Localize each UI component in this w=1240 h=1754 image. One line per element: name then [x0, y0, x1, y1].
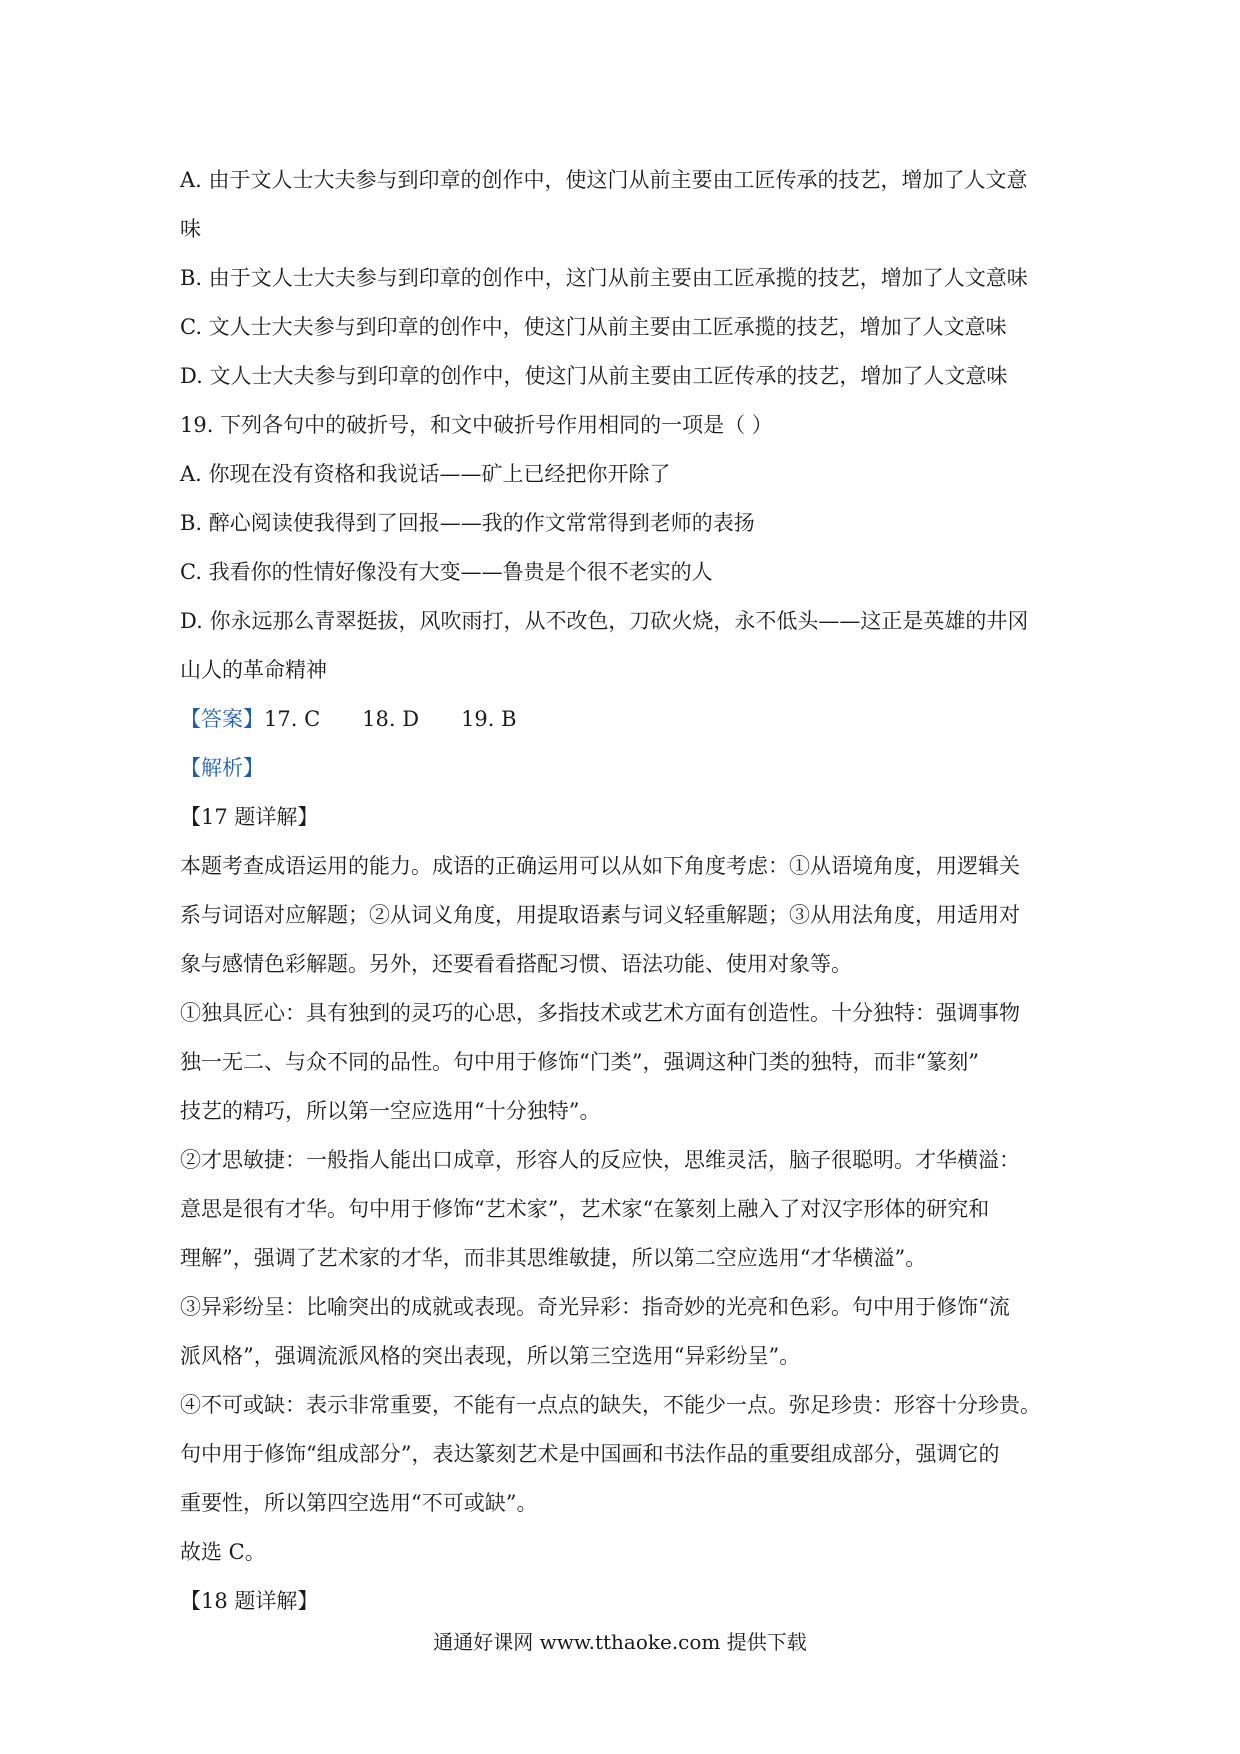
q19-option-d-cont: 山人的革命精神 [180, 658, 327, 682]
answer-row [180, 695, 1080, 744]
q17-detail-line: 句中用于修饰“组成部分”，表达篆刻艺术是中国画和书法作品的重要组成部分，强调它的 [180, 1442, 1000, 1466]
answer-label: 【答案】 [180, 707, 264, 731]
q18-option-d: D. 文人士大夫参与到印章的创作中，使这门从前主要由工匠传承的技艺，增加了人文意味 [180, 364, 1008, 388]
answer-item-19: 19. B [461, 707, 517, 731]
q19-option-d: D. 你永远那么青翠挺拔，风吹雨打，从不改色，刀砍火烧，永不低头——这正是英雄的井冈 [180, 609, 1029, 633]
q17-detail-line: 技艺的精巧，所以第一空应选用“十分独特”。 [180, 1099, 601, 1123]
q17-detail-line: 本题考查成语运用的能力。成语的正确运用可以从如下角度考虑：①从语境角度，用逻辑关 [180, 854, 1020, 878]
q17-conclusion: 故选 C。 [180, 1540, 266, 1564]
q19-option-b: B. 醉心阅读使我得到了回报——我的作文常常得到老师的表扬 [180, 511, 755, 535]
q19-stem: 19. 下列各句中的破折号，和文中破折号作用相同的一项是（ ） [180, 413, 773, 437]
q17-detail-line: ②才思敏捷：一般指人能出口成章，形容人的反应快，思维灵活，脑子很聪明。才华横溢： [180, 1148, 1020, 1172]
analysis-label: 【解析】 [180, 756, 264, 780]
q17-detail-heading: 【17 题详解】 [180, 805, 319, 829]
q17-detail-line: ④不可或缺：表示非常重要，不能有一点点的缺失，不能少一点。弥足珍贵：形容十分珍贵。 [180, 1393, 1041, 1417]
answer-item-18: 18. D [362, 707, 420, 731]
q18-option-a-cont: 味 [180, 217, 201, 241]
q17-detail-line: 派风格”，强调流派风格的突出表现，所以第三空选用“异彩纷呈”。 [180, 1344, 801, 1368]
q18-option-b: B. 由于文人士大夫参与到印章的创作中，这门从前主要由工匠承揽的技艺，增加了人文意味 [180, 266, 1028, 290]
q17-detail-line: 理解”，强调了艺术家的才华，而非其思维敏捷，所以第二空应选用“才华横溢”。 [180, 1246, 927, 1270]
page-content [180, 156, 1080, 1626]
page-footer: 通通好课网 www.tthaoke.com 提供下载 [433, 1630, 807, 1654]
q18-option-c: C. 文人士大夫参与到印章的创作中，使这门从前主要由工匠承揽的技艺，增加了人文意味 [180, 315, 1007, 339]
q17-detail-line: 系与词语对应解题；②从词义角度，用提取语素与词义轻重解题；③从用法角度，用适用对 [180, 903, 1020, 927]
q17-detail-line: 象与感情色彩解题。另外，还要看看搭配习惯、语法功能、使用对象等。 [180, 952, 852, 976]
q19-option-a: A. 你现在没有资格和我说话——矿上已经把你开除了 [180, 462, 671, 486]
q18-detail-heading: 【18 题详解】 [180, 1589, 319, 1613]
q17-detail-line: 意思是很有才华。句中用于修饰“艺术家”，艺术家“在篆刻上融入了对汉字形体的研究和 [180, 1197, 990, 1221]
q17-detail-line: ①独具匠心：具有独到的灵巧的心思，多指技术或艺术方面有创造性。十分独特：强调事物 [180, 1001, 1020, 1025]
q19-option-c: C. 我看你的性情好像没有大变——鲁贵是个很不老实的人 [180, 560, 713, 584]
q17-detail-line: 独一无二、与众不同的品性。句中用于修饰“门类”，强调这种门类的独特，而非“篆刻” [180, 1050, 979, 1074]
q17-detail-line: ③异彩纷呈：比喻突出的成就或表现。奇光异彩：指奇妙的光亮和色彩。句中用于修饰“流 [180, 1295, 1010, 1319]
answer-item-17: 17. C [264, 707, 321, 731]
q17-detail-line: 重要性，所以第四空选用“不可或缺”。 [180, 1491, 538, 1515]
q18-option-a: A. 由于文人士大夫参与到印章的创作中，使这门从前主要由工匠传承的技艺，增加了人文意 [180, 168, 1028, 192]
